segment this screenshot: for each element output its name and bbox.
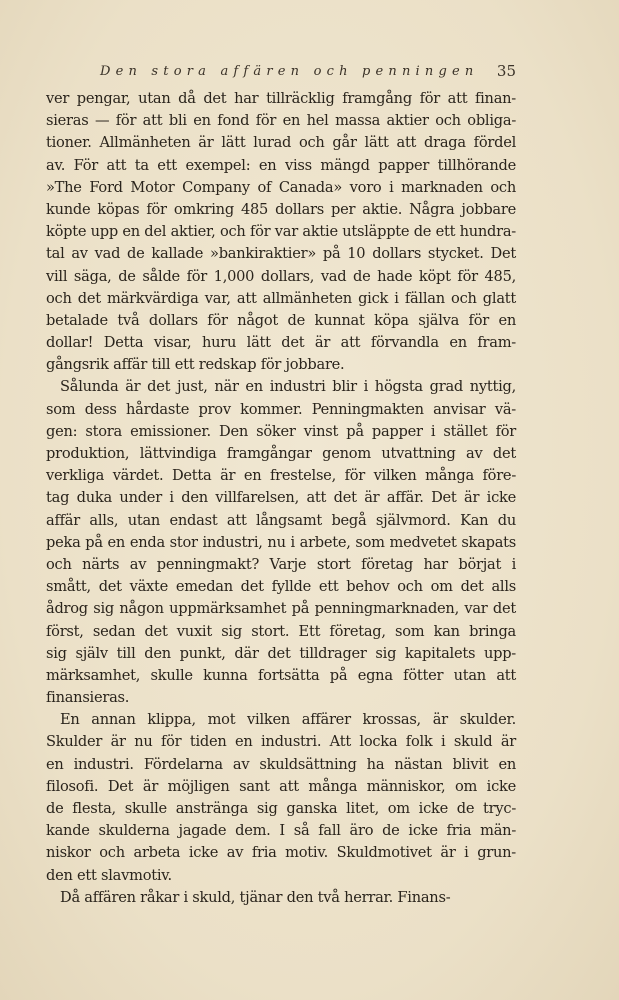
body-text — [46, 88, 516, 909]
text-line: En annan klippa, mot vilken affärer krossas, är skulder. — [60, 711, 516, 729]
text-line: och det märkvärdiga var, att allmänheten gick i fällan och glatt — [46, 289, 516, 307]
page-number: 35 — [496, 62, 516, 80]
text-line: filosofi. Det är möjligen sant att många människor, om icke — [46, 777, 516, 795]
text-line: finansieras. — [46, 689, 130, 707]
text-line: och närts av penningmakt? Varje stort företag har börjat i — [46, 555, 516, 573]
text-line: Sålunda är det just, när en industri blir i högsta grad nyttig, — [60, 378, 516, 396]
paragraph — [46, 887, 516, 909]
paragraph — [46, 376, 516, 709]
text-line: dollar! Detta visar, huru lätt det är att förvandla en fram- — [46, 334, 516, 352]
text-line: vill säga, de sålde för 1,000 dollars, vad de hade köpt för 485, — [46, 267, 516, 285]
text-line: tal av vad de kallade »bankiraktier» på 10 dollars stycket. Det — [46, 245, 516, 263]
paragraph — [46, 709, 516, 887]
text-line: köpte upp en del aktier, och för var aktie utsläppte de ett hundra- — [46, 223, 516, 241]
text-line: gen: stora emissioner. Den söker vinst på papper i stället för — [46, 422, 516, 440]
text-line: sieras — för att bli en fond för en hel massa aktier och obliga- — [46, 112, 516, 130]
text-line: tag duka under i den villfarelsen, att det är affär. Det är icke — [46, 489, 516, 507]
text-line: ver pengar, utan då det har tillräcklig framgång för att finan- — [46, 90, 516, 107]
text-line: betalade två dollars för något de kunnat köpa själva för en — [46, 311, 516, 329]
running-head — [46, 62, 516, 86]
text-line: en industri. Fördelarna av skuldsättning ha nästan blivit en — [46, 755, 516, 773]
text-line: de flesta, skulle anstränga sig ganska litet, om icke de tryc- — [46, 800, 516, 817]
text-line: smått, det växte emedan det fyllde ett behov och om det alls — [46, 578, 516, 596]
text-line: Då affären råkar i skuld, tjänar den två herrar. Finans- — [60, 888, 451, 906]
paragraph — [46, 88, 516, 376]
running-title: Den stora affären och penningen — [100, 64, 479, 79]
text-line: niskor och arbeta icke av fria motiv. Skuldmotivet är i grun- — [46, 844, 516, 862]
text-line: verkliga värdet. Detta är en frestelse, för vilken många före- — [46, 467, 516, 485]
text-line: den ett slavmotiv. — [46, 866, 172, 884]
text-line: ådrog sig någon uppmärksamhet på penningmarknaden, var det — [46, 600, 516, 618]
text-line: affär alls, utan endast att långsamt begå självmord. Kan du — [46, 511, 516, 529]
text-line: sig själv till den punkt, där det tilldrager sig kapitalets upp- — [46, 644, 516, 662]
text-line: som dess hårdaste prov kommer. Penningmakten anvisar vä- — [46, 400, 516, 418]
text-line: gångsrik affär till ett redskap för jobbare. — [46, 356, 345, 374]
text-line: kande skulderna jagade dem. I så fall äro de icke fria män- — [46, 822, 516, 840]
text-line: först, sedan det vuxit sig stort. Ett företag, som kan bringa — [46, 622, 516, 640]
text-line: tioner. Allmänheten är lätt lurad och går lätt att draga fördel — [46, 134, 516, 152]
text-line: produktion, lättvindiga framgångar genom utvattning av det — [46, 445, 516, 462]
text-line: av. För att ta ett exempel: en viss mängd papper tillhörande — [46, 156, 516, 174]
text-line: märksamhet, skulle kunna fortsätta på egna fötter utan att — [46, 666, 516, 684]
text-line: Skulder är nu för tiden en industri. Att locka folk i skuld är — [46, 733, 516, 751]
text-line: peka på en enda stor industri, nu i arbete, som medvetet skapats — [46, 533, 516, 551]
text-line: kunde köpas för omkring 485 dollars per aktie. Några jobbare — [46, 200, 516, 218]
text-line: »The Ford Motor Company of Canada» voro i marknaden och — [46, 178, 516, 196]
